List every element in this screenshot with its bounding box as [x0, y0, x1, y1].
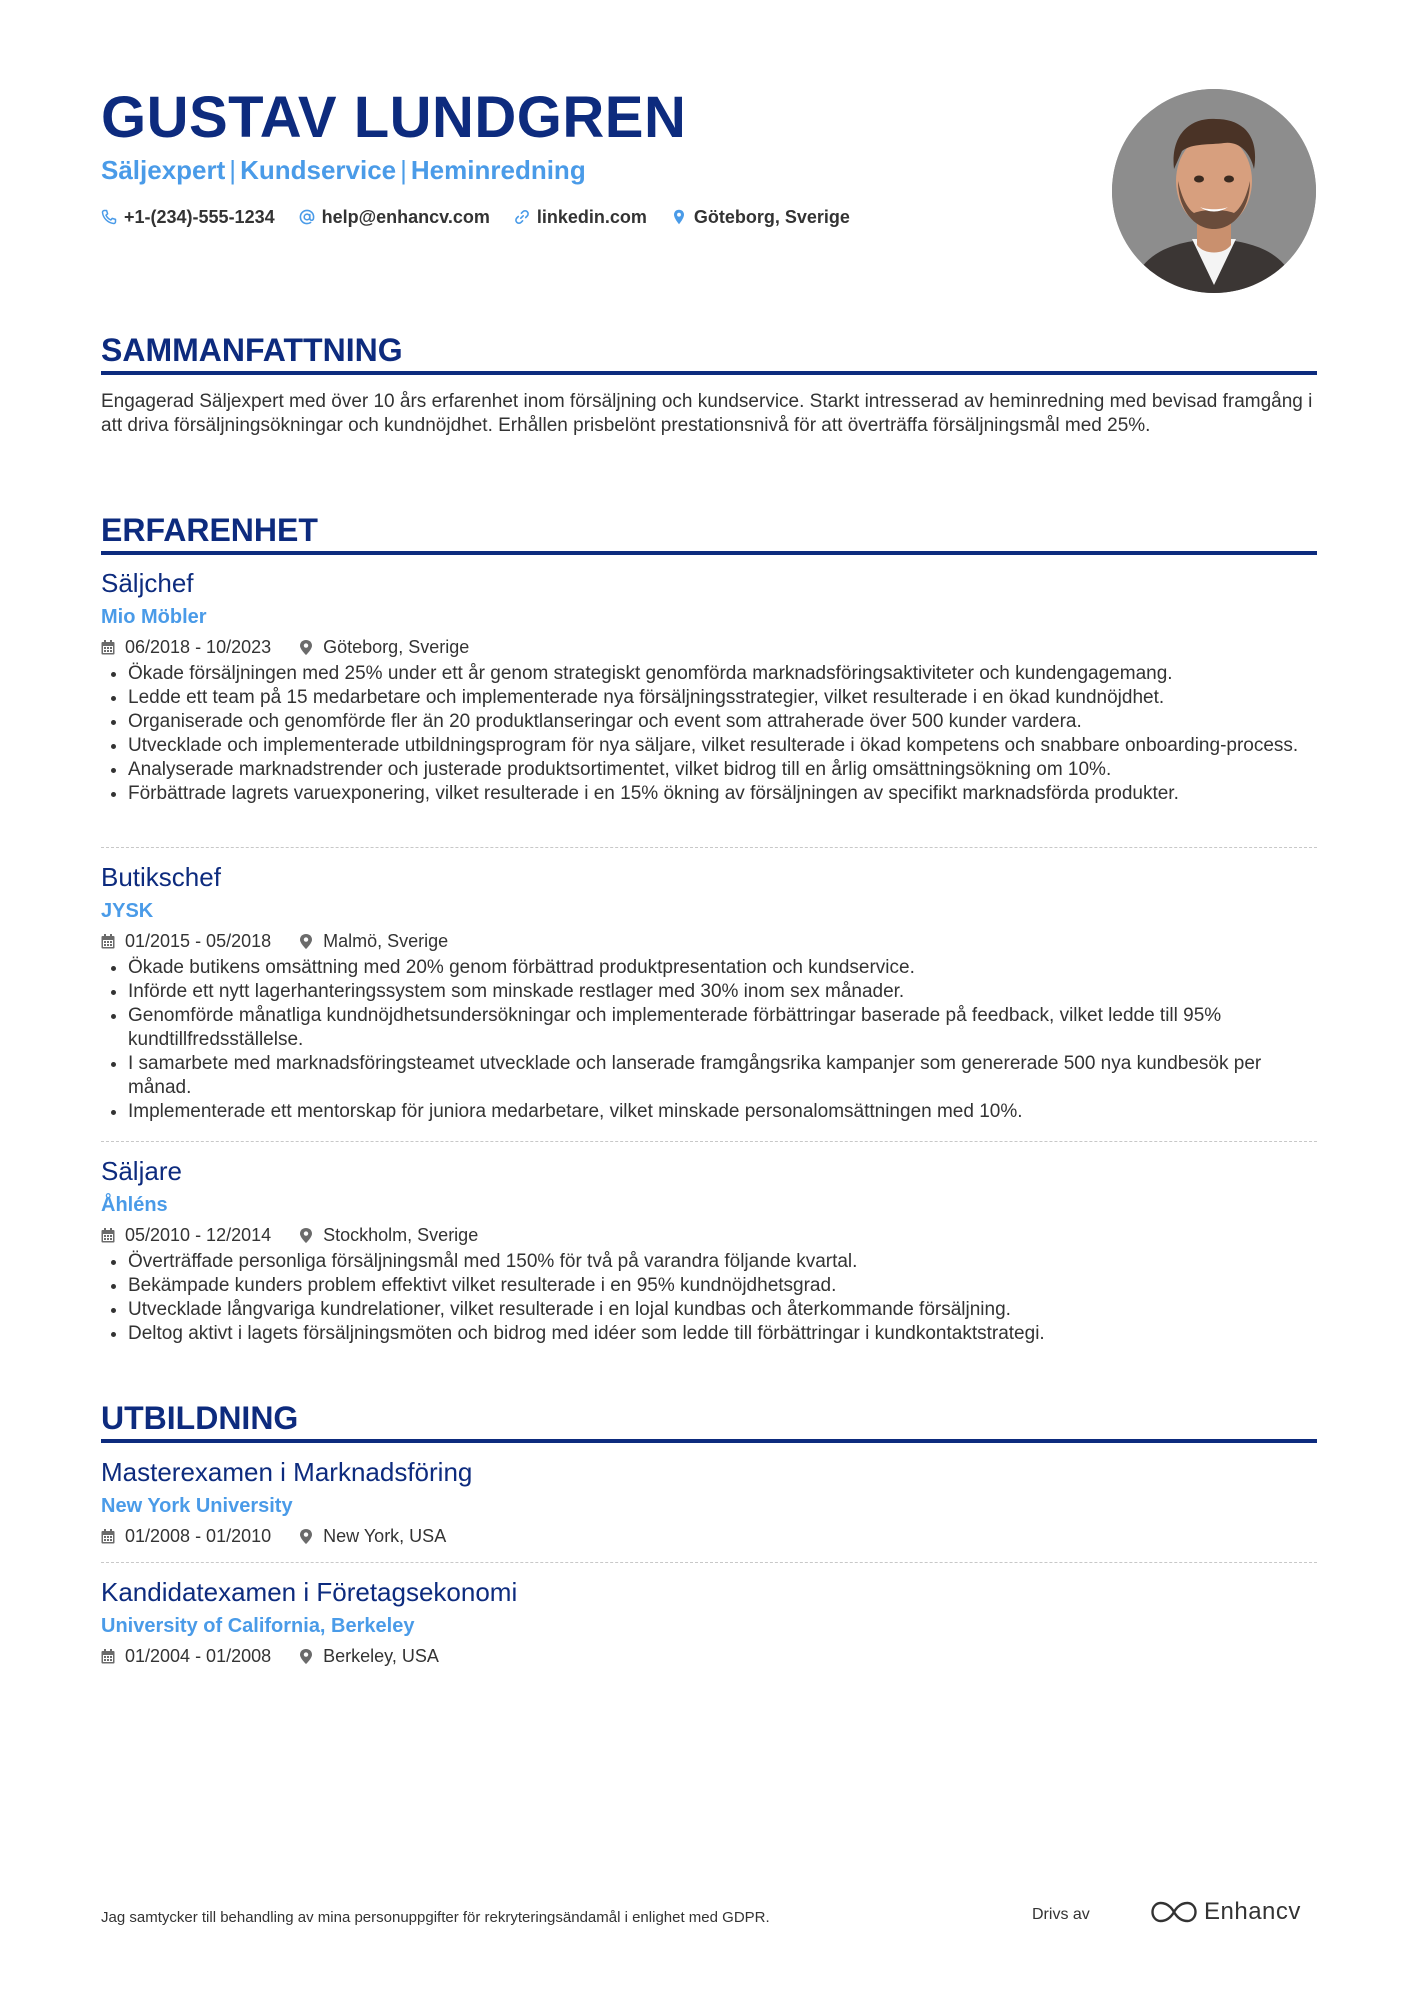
headline-title-2: Kundservice: [240, 155, 397, 185]
job-title: Säljchef: [101, 568, 194, 598]
company-name: Åhléns: [101, 1194, 168, 1216]
experience-entry: [101, 860, 1317, 1124]
bullet-item: • I samarbete med marknadsföringsteamet utvecklade och lanserade framgångsrika kampanjer som genererade 500 nya kundbesök per månad.: [128, 1052, 1317, 1100]
location-pin-icon: [671, 209, 687, 225]
education-divider: [101, 1439, 1317, 1443]
location-pin-icon: [299, 1228, 313, 1243]
enhancv-logo[interactable]: [1150, 1898, 1301, 1926]
education-dates-text: 01/2008 - 01/2010: [125, 1526, 272, 1546]
job-dates-text: 01/2015 - 05/2018: [125, 931, 272, 951]
bullet-item: • Förbättrade lagrets varuexponering, vilket resulterade i en 15% ökning av försäljningen av specifikt marknadsförda produkter.: [128, 782, 1317, 806]
calendar-icon: [101, 934, 115, 949]
phone-icon: [101, 209, 117, 225]
job-bullets: [101, 1250, 1317, 1346]
education-location-text: New York, USA: [323, 1526, 447, 1546]
education-dates: [101, 1644, 271, 1668]
education-location: [299, 1644, 439, 1668]
gdpr-consent-text: Jag samtycker till behandling av mina personuppgifter för rekryteringsändamål i enlighet med GDPR.: [101, 1909, 770, 1926]
bullet-item: • Implementerade ett mentorskap för juniora medarbetare, vilket minskade personalomsättningen med 10%.: [128, 1100, 1317, 1124]
education-meta: [101, 1644, 1317, 1668]
contact-location-text: Göteborg, Sverige: [693, 207, 850, 227]
entry-divider: [101, 1562, 1317, 1563]
job-meta: [101, 1223, 1317, 1247]
school-name: University of California, Berkeley: [101, 1615, 415, 1637]
bullet-item: • Bekämpade kunders problem effektivt vilket resulterade i en 95% kundnöjdhetsgrad.: [128, 1274, 1317, 1298]
bullet-item: • Överträffade personliga försäljningsmål med 150% för två på varandra följande kvartal.: [128, 1250, 1317, 1274]
education-dates-text: 01/2004 - 01/2008: [125, 1646, 272, 1666]
company-name: Mio Möbler: [101, 606, 207, 628]
headline-separator: |: [400, 155, 407, 185]
job-location: [299, 929, 448, 953]
headline-separator: |: [229, 155, 237, 185]
job-meta: [101, 635, 1317, 659]
headline: [101, 153, 586, 187]
contact-location: [671, 205, 850, 229]
job-bullets: [101, 956, 1317, 1124]
job-location: [299, 1223, 478, 1247]
contact-email[interactable]: [299, 205, 490, 229]
education-entry: [101, 1575, 1317, 1668]
bullet-item: • Utvecklade långvariga kundrelationer, vilket resulterade i en lojal kundbas och återkommande försäljning.: [128, 1298, 1317, 1322]
contact-bar: [101, 205, 874, 229]
bullet-item: • Organiserade och genomförde fler än 20 produktlanseringar och event som attraherade över 500 kunder vardera.: [128, 710, 1317, 734]
education-entry: [101, 1455, 1317, 1548]
entry-divider: [101, 1141, 1317, 1142]
degree-title: Kandidatexamen i Företagsekonomi: [101, 1577, 518, 1607]
school-name: New York University: [101, 1495, 293, 1517]
link-icon: [514, 209, 530, 225]
experience-entry: [101, 566, 1317, 806]
bullet-item: • Ökade butikens omsättning med 20% genom förbättrad produktpresentation och kundservice.: [128, 956, 1317, 980]
bullet-item: • Införde ett nytt lagerhanteringssystem som minskade restlager med 30% inom sex månader.: [128, 980, 1317, 1004]
bullet-item: • Deltog aktivt i lagets försäljningsmöten och bidrog med idéer som ledde till förbättringar i kundkontaktstrategi.: [128, 1322, 1317, 1346]
contact-email-text: help@enhancv.com: [321, 207, 490, 227]
at-icon: [299, 209, 315, 225]
headline-title-3: Heminredning: [410, 155, 586, 185]
calendar-icon: [101, 1649, 115, 1664]
location-pin-icon: [299, 1649, 313, 1664]
job-dates: [101, 929, 271, 953]
summary-divider: [101, 371, 1317, 375]
experience-entry: [101, 1154, 1317, 1346]
job-dates-text: 05/2010 - 12/2014: [125, 1225, 272, 1245]
brand-name: Enhancv: [1204, 1898, 1301, 1925]
job-dates-text: 06/2018 - 10/2023: [125, 637, 272, 657]
contact-phone-text: +1-(234)-555-1234: [124, 207, 275, 227]
candidate-name: GUSTAV LUNDGREN: [101, 85, 687, 150]
contact-linkedin[interactable]: [514, 205, 647, 229]
infinity-logo-icon: [1150, 1898, 1198, 1926]
education-dates: [101, 1524, 271, 1548]
calendar-icon: [101, 1228, 115, 1243]
education-location: [299, 1524, 446, 1548]
entry-divider: [101, 847, 1317, 848]
powered-by-label: Drivs av: [1032, 1906, 1090, 1923]
bullet-item: • Ökade försäljningen med 25% under ett år genom strategiskt genomförda marknadsföringsaktiviteter och kundengagemang.: [128, 662, 1317, 686]
job-title: Säljare: [101, 1156, 182, 1186]
profile-photo: [1112, 89, 1316, 293]
calendar-icon: [101, 640, 115, 655]
summary-heading: SAMMANFATTNING: [101, 332, 403, 368]
job-title: Butikschef: [101, 862, 221, 892]
company-name: JYSK: [101, 900, 154, 922]
bullet-item: • Analyserade marknadstrender och justerade produktsortimentet, vilket bidrog till en årlig omsättningsökning om 10%.: [128, 758, 1317, 782]
education-location-text: Berkeley, USA: [323, 1646, 439, 1666]
job-bullets: [101, 662, 1317, 806]
job-meta: [101, 929, 1317, 953]
bullet-item: • Utvecklade och implementerade utbildningsprogram för nya säljare, vilket resulterade i ökad kompetens och snabbare onboarding-process.: [128, 734, 1317, 758]
job-dates: [101, 635, 271, 659]
job-location-text: Stockholm, Sverige: [323, 1225, 479, 1245]
headline-title-1: Säljexpert: [101, 155, 226, 185]
location-pin-icon: [299, 1529, 313, 1544]
degree-title: Masterexamen i Marknadsföring: [101, 1457, 473, 1487]
contact-phone[interactable]: [101, 205, 275, 229]
bullet-item: • Genomförde månatliga kundnöjdhetsundersökningar och implementerade förbättringar baserade på feedback, vilket ledde till 95% kundtillfredsställelse.: [128, 1004, 1317, 1052]
job-location-text: Malmö, Sverige: [323, 931, 449, 951]
job-dates: [101, 1223, 271, 1247]
location-pin-icon: [299, 934, 313, 949]
summary-text: Engagerad Säljexpert med över 10 års erfarenhet inom försäljning och kundservice. Starkt intresserad av heminredning med bevisad framgång i att driva försäljningsökningar och kundnöjdhet. Erhållen prisbelönt prestationsnivå för att överträffa försäljningsmål med 25%.: [101, 391, 1313, 436]
contact-linkedin-text: linkedin.com: [536, 207, 647, 227]
location-pin-icon: [299, 640, 313, 655]
job-location-text: Göteborg, Sverige: [323, 637, 470, 657]
bullet-item: • Ledde ett team på 15 medarbetare och implementerade nya försäljningsstrategier, vilket resulterade i en ökad kundnöjdhet.: [128, 686, 1317, 710]
profile-photo-illustration: [1112, 89, 1316, 293]
experience-divider: [101, 551, 1317, 555]
education-meta: [101, 1524, 1317, 1548]
job-location: [299, 635, 469, 659]
education-heading: UTBILDNING: [101, 1400, 299, 1436]
calendar-icon: [101, 1529, 115, 1544]
experience-heading: ERFARENHET: [101, 512, 318, 548]
